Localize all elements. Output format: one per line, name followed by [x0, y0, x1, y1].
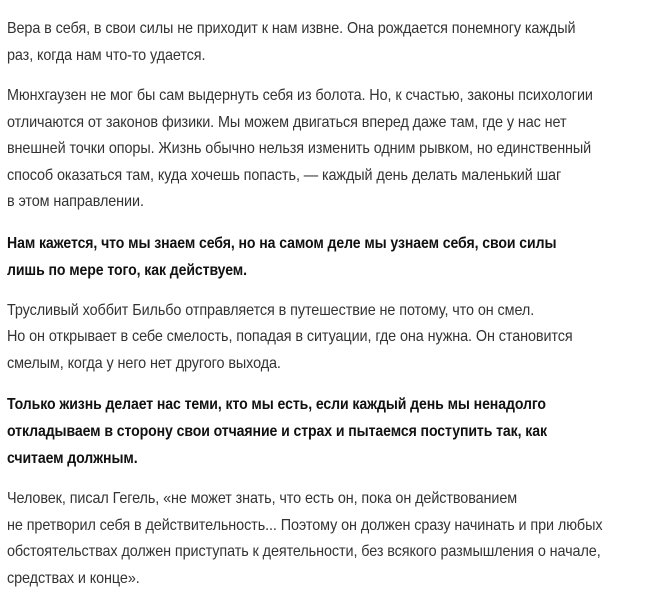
paragraph: [7, 83, 659, 216]
text-line: Только жизнь делает нас теми, кто мы есть, если каждый день мы ненадолго: [7, 396, 546, 413]
text-line: отличаются от законов физики. Мы можем двигаться вперед даже там, где у нас нет: [7, 113, 567, 131]
text-line: не претворил себя в действительность... Поэтому он должен сразу начинать и при любых: [7, 516, 603, 534]
text-line: в этом направлении.: [7, 193, 144, 210]
text-line: лишь по мере того, как действуем.: [7, 261, 247, 279]
text-line: раз, когда нам что-то удается.: [7, 46, 206, 64]
text-line: откладываем в сторону свои отчаяние и страх и пытаемся поступить так, как: [7, 423, 547, 440]
text-line: смелым, когда у него нет другого выхода.: [7, 354, 281, 372]
paragraph: [7, 298, 659, 378]
text-line: Человек, писал Гегель, «не может знать, что есть он, пока он действованием: [7, 490, 518, 507]
text-line: Нам кажется, что мы знаем себя, но на самом деле мы узнаем себя, свои силы: [7, 234, 557, 252]
text-line: Вера в себя, в свои силы не приходит к нам извне. Она рождается понемногу каждый: [7, 20, 576, 37]
text-line: способ оказаться там, куда хочешь попасть, — каждый день делать маленький шаг: [7, 166, 562, 184]
highlighted-paragraph: [7, 391, 659, 472]
text-line: считаем должным.: [7, 450, 138, 467]
highlighted-paragraph: [7, 230, 659, 284]
text-line: Трусливый хоббит Бильбо отправляется в путешествие не потому, что он смел.: [7, 301, 535, 319]
text-line: средствах и конце».: [7, 569, 140, 587]
text-line: внешней точки опоры. Жизнь обычно нельзя изменить одним рывком, но единственный: [7, 140, 592, 157]
paragraph: [7, 16, 659, 69]
paragraph: [7, 486, 659, 592]
text-line: Но он открывает в себе смелость, попадая в ситуации, где она нужна. Он становится: [7, 328, 573, 345]
text-line: Мюнхгаузен не мог бы сам выдернуть себя из болота. Но, к счастью, законы психологии: [7, 87, 593, 104]
text-line: обстоятельствах должен приступать к деятельности, без всякого размышления о начале,: [7, 543, 601, 560]
